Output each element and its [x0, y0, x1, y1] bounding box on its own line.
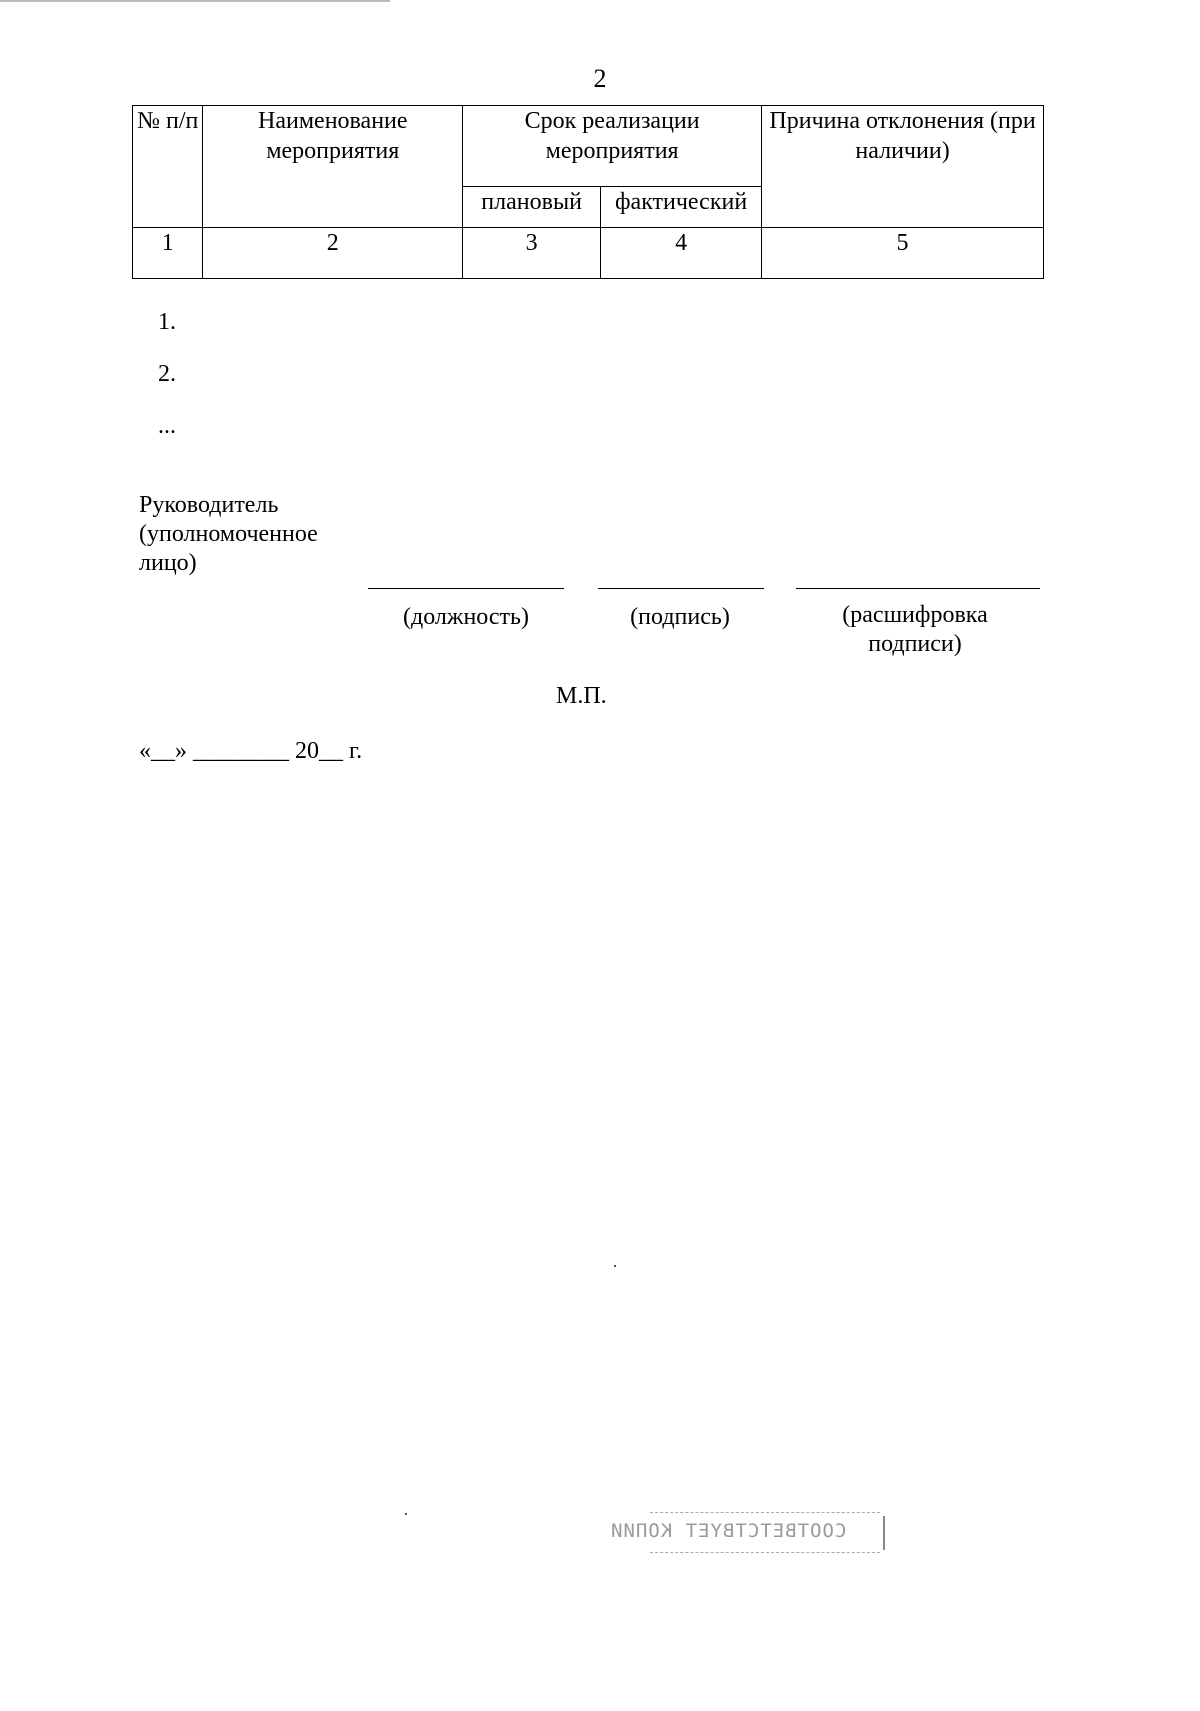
scan-speck: [614, 1265, 616, 1267]
header-num: № п/п: [133, 106, 203, 228]
date-line: «__» ________ 20__ г.: [139, 738, 363, 764]
position-caption: (должность): [403, 604, 529, 630]
stamp-border-bottom: [650, 1552, 880, 1553]
column-number: 5: [762, 228, 1044, 279]
scan-edge: [0, 0, 390, 2]
list-item: 2.: [158, 361, 176, 387]
column-number: 3: [463, 228, 601, 279]
stamp-border-top: [650, 1512, 880, 1513]
signature-caption: (подпись): [630, 604, 730, 630]
activities-table: [132, 105, 1044, 279]
certification-stamp: [610, 1508, 885, 1556]
stamp-text: COOTBETCTBYET KOПИИ: [610, 1520, 847, 1542]
signature-line: [598, 588, 764, 589]
decoding-line: [796, 588, 1040, 589]
subheader-planned: плановый: [463, 187, 601, 228]
header-reason: Причина отклонения (при наличии): [762, 106, 1044, 228]
header-name: Наименование мероприятия: [203, 106, 463, 228]
header-term: Срок реализации мероприятия: [463, 106, 762, 187]
seal-label: М.П.: [556, 683, 607, 709]
head-label: Руководитель (уполномоченное лицо): [139, 492, 318, 576]
decoding-caption: (расшифровка подписи): [842, 602, 988, 657]
column-number: 4: [601, 228, 762, 279]
list-item: ...: [158, 413, 176, 439]
position-line: [368, 588, 564, 589]
scan-speck: [405, 1513, 407, 1515]
stamp-bar: [883, 1516, 885, 1550]
subheader-actual: фактический: [601, 187, 762, 228]
column-number: 2: [203, 228, 463, 279]
column-number: 1: [133, 228, 203, 279]
list-item: 1.: [158, 309, 176, 335]
page-number: 2: [593, 64, 607, 93]
